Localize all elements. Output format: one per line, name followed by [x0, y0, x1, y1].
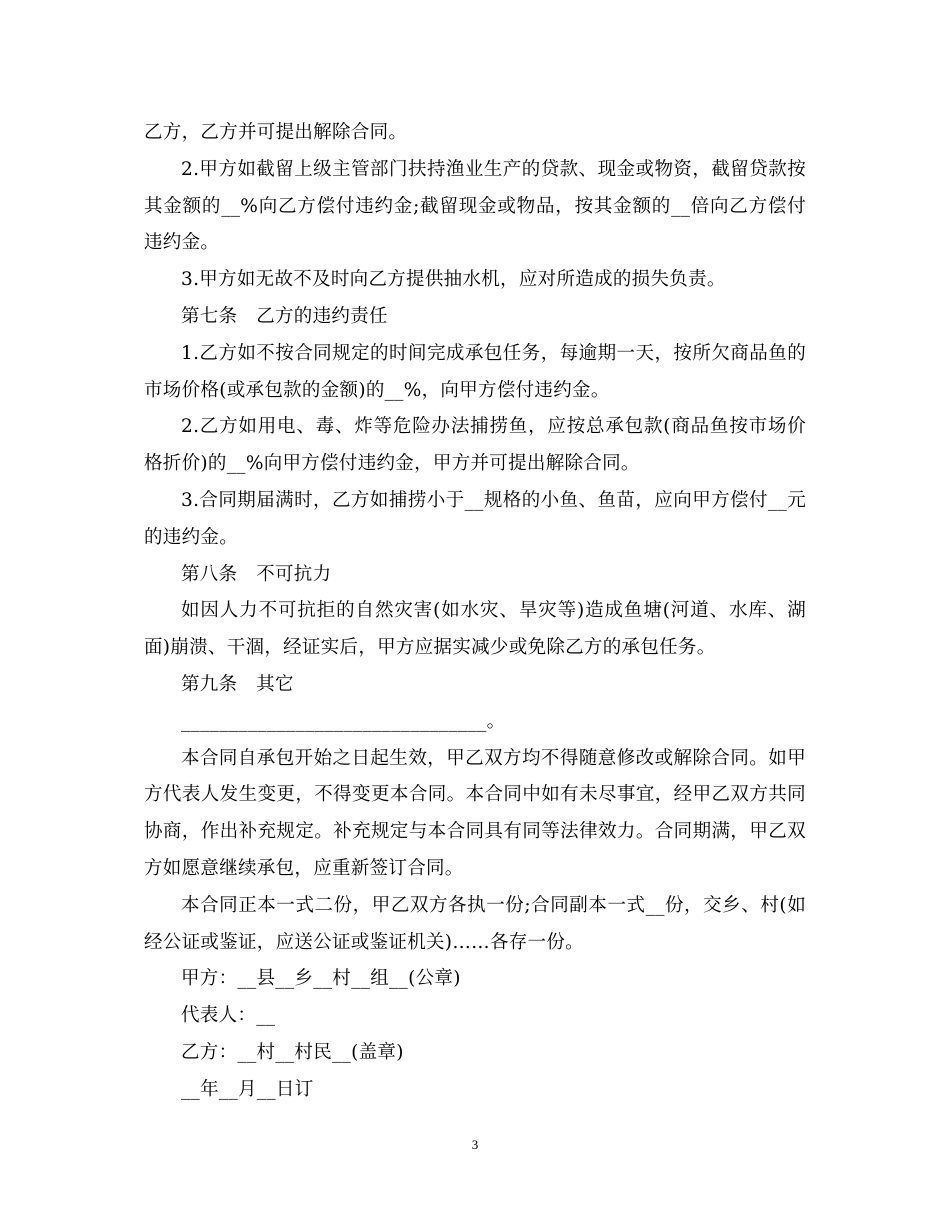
signature-date: __年__月__日订: [181, 1078, 314, 1100]
paragraph-clause-7-2: 2.乙方如用电、毒、炸等危险办法捕捞鱼，应按总承包款(商品鱼按市场价格折价)的__%向甲方偿付违约金，甲方并可提出解除合同。: [144, 416, 806, 475]
page-number: 3: [471, 1137, 479, 1152]
signature-party-b: 乙方：__村__村民__(盖章): [181, 1041, 404, 1063]
paragraph-clause-6-3: 3.甲方如无故不及时向乙方提供抽水机，应对所造成的损失负责。: [181, 269, 726, 291]
article-9-heading: 第九条 其它: [181, 673, 294, 695]
blank-fill-line: ________________________________。: [181, 710, 506, 732]
article-8-heading: 第八条 不可抗力: [181, 563, 332, 585]
paragraph-force-majeure: 如因人力不可抗拒的自然灾害(如水灾、旱灾等)造成鱼塘(河道、水库、湖面)崩溃、干涸，经证实后，甲方应据实减少或免除乙方的承包任务。: [144, 600, 806, 659]
article-7-heading: 第七条 乙方的违约责任: [181, 305, 388, 327]
contract-body: [144, 115, 806, 1109]
paragraph-continuation: 乙方，乙方并可提出解除合同。: [144, 122, 408, 143]
paragraph-clause-7-3: 3.合同期届满时，乙方如捕捞小于__规格的小鱼、鱼苗，应向甲方偿付__元的违约金。: [144, 489, 806, 548]
signature-party-a: 甲方：__县__乡__村__组__(公章): [181, 968, 461, 990]
paragraph-copies: 本合同正本一式二份，甲乙双方各执一份;合同副本一式__份，交乡、村(如经公证或鉴证，应送公证或鉴证机关)……各存一份。: [144, 894, 806, 953]
paragraph-clause-7-1: 1.乙方如不按合同规定的时间完成承包任务，每逾期一天，按所欠商品鱼的市场价格(或承包款的金额)的__%，向甲方偿付违约金。: [144, 342, 806, 401]
paragraph-effectiveness: 本合同自承包开始之日起生效，甲乙双方均不得随意修改或解除合同。如甲方代表人发生变更，不得变更本合同。本合同中如有未尽事宜，经甲乙双方共同协商，作出补充规定。补充规定与本合同具有同等法律效力。合同期满，甲乙双方如愿意继续承包，应重新签订合同。: [144, 747, 806, 879]
signature-representative: 代表人：__: [181, 1005, 276, 1027]
paragraph-clause-6-2: 2.甲方如截留上级主管部门扶持渔业生产的贷款、现金或物资，截留贷款按其金额的__%向乙方偿付违约金;截留现金或物品，按其金额的__倍向乙方偿付违约金。: [144, 158, 806, 254]
